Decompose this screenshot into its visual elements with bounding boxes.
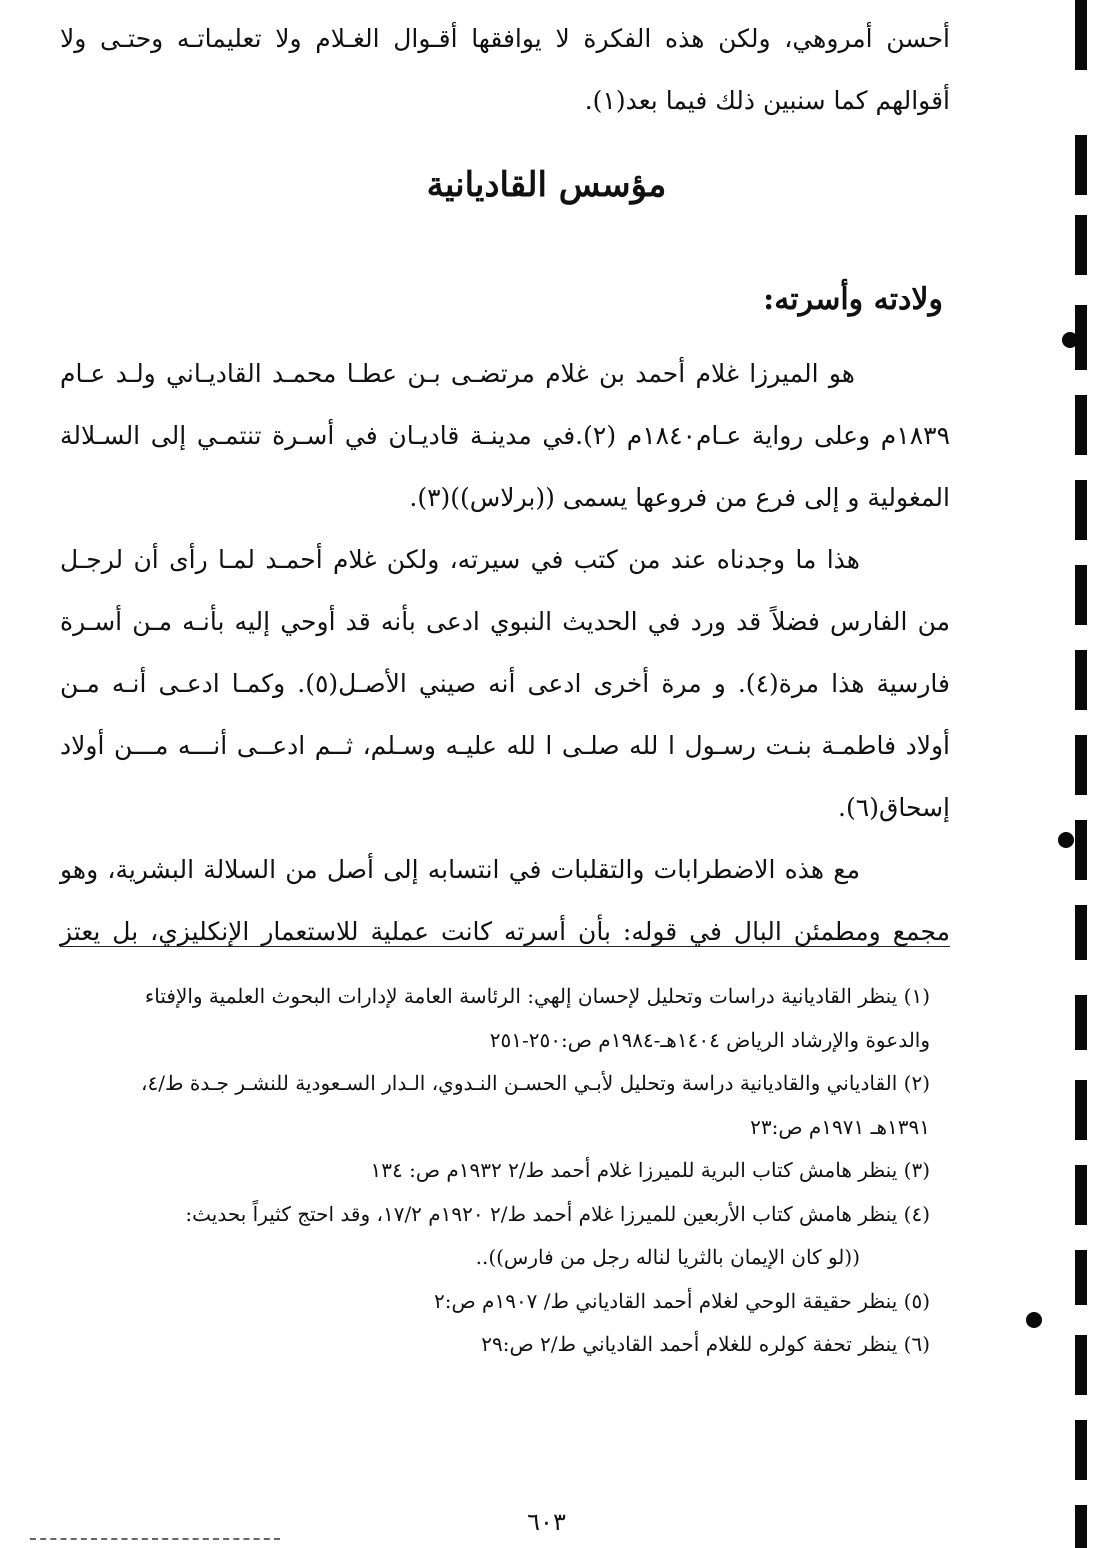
body-text (60, 343, 950, 963)
scan-edge-line (30, 1538, 280, 1540)
body-line-3: المغولية و إلى فرع من فروعها يسمى ((برلاس))(٣). (409, 483, 950, 512)
binding-mark (1075, 820, 1087, 880)
binding-mark (1075, 905, 1087, 960)
binding-hole (1026, 1312, 1042, 1328)
footnote-6: (٦) ينظر تحفة كولره للغلام أحمد القادياني ط/٢ ص:٢٩ (481, 1332, 930, 1356)
body-line-1: هو الميرزا غلام أحمد بن غلام مرتضـى بـن عطـا محمـد القاديـاني ولـد عـام (60, 359, 855, 388)
underlined-body-line: مجمع ومطمئن البال في قوله: بأن أسرته كانت عملية للاستعمار الإنكليزي، بل يعتز (60, 917, 950, 946)
top-line-1: أحسن أمروهي، ولكن هذه الفكرة لا يوافقها أقـوال الغـلام ولا تعليماتـه وحتـى ولا (60, 24, 950, 53)
footnote-4-cont: ((لو كان الإيمان بالثريا لناله رجل من فارس)).. (475, 1245, 860, 1269)
binding-mark (1075, 995, 1087, 1050)
binding-mark (1075, 1250, 1087, 1305)
footnote-3: (٣) ينظر هامش كتاب البرية للميرزا غلام أحمد ط/٢ ١٩٣٢م ص: ١٣٤ (370, 1158, 930, 1182)
footnotes (50, 975, 930, 1367)
footnote-5: (٥) ينظر حقيقة الوحي لغلام أحمد القادياني ط/ ١٩٠٧م ص:٢ (434, 1288, 930, 1313)
body-line-6: فارسية هذا مرة(٤). و مرة أخرى ادعى أنه صيني الأصـل(٥). وكمـا ادعـى أنـه مـن (60, 669, 950, 698)
binding-mark (1075, 650, 1087, 710)
binding-mark (1075, 565, 1087, 625)
binding-hole (1062, 332, 1078, 348)
binding-mark (1075, 135, 1087, 195)
body-line-5: من الفارس فضلاً قد ورد في الحديث النبوي ادعى بأنه قد أوحي إليه بأنـه مـن أسـرة (60, 607, 950, 636)
binding-mark (1075, 735, 1087, 795)
binding-mark (1075, 0, 1087, 70)
footnote-1: (١) ينظر القاديانية دراسات وتحليل لإحسان إلهي: الرئاسة العامة لإدارات البحوث العلمية والإفتاء (144, 984, 930, 1008)
footnote-1-cont: والدعوة والإرشاد الرياض ١٤٠٤هـ-١٩٨٤م ص:٢٥٠-٢٥١ (489, 1027, 930, 1052)
body-line-4: هذا ما وجدناه عند من كتب في سيرته، ولكن غلام أحمـد لمـا رأى أن لرجـل (60, 545, 860, 574)
footnote-2: (٢) القادياني والقاديانية دراسة وتحليل لأبـي الحسـن النـدوي، الـدار السـعودية للنشـر جـدة ط/٤، (141, 1071, 930, 1095)
binding-mark (1075, 1080, 1087, 1140)
section-heading: مؤسس القاديانية (426, 165, 667, 205)
top-line-2: أقوالهم كما سنبين ذلك فيما بعد(١). (584, 86, 950, 115)
binding-mark (1075, 1420, 1087, 1480)
body-line-9: مع هذه الاضطرابات والتقلبات في انتسابه إلى أصل من السلالة البشرية، وهو (60, 855, 860, 884)
binding-mark (1075, 1165, 1087, 1225)
binding-mark (1075, 1505, 1087, 1548)
body-line-2: ١٨٣٩م وعلى رواية عـام١٨٤٠م (٢).في مدينـة قاديـان في أسـرة تنتمـي إلى السـلالة (60, 421, 950, 450)
footnote-4: (٤) ينظر هامش كتاب الأربعين للميرزا غلام أحمد ط/٢ ١٩٢٠م ١٧/٢، وقد احتج كثيراً بحديث: (185, 1201, 930, 1226)
top-paragraph (60, 8, 950, 132)
page-number: ٦٠٣ (527, 1508, 566, 1536)
body-line-8: إسحاق(٦). (838, 793, 950, 822)
binding-mark (1075, 215, 1087, 275)
binding-mark (1075, 395, 1087, 455)
section-subheading: ولادته وأسرته: (763, 282, 943, 317)
binding-hole (1058, 832, 1074, 848)
footnote-2-cont: ١٣٩١هـ ١٩٧١م ص:٢٣ (750, 1114, 930, 1139)
body-line-7: أولاد فاطمـة بنـت رسـول ا لله صلـى ا لله عليـه وسـلم، ثــم ادعــى أنـــه مـــن أولاد (60, 731, 950, 760)
body-line-10 (60, 901, 950, 963)
binding-mark (1075, 1335, 1087, 1395)
binding-mark (1075, 480, 1087, 540)
